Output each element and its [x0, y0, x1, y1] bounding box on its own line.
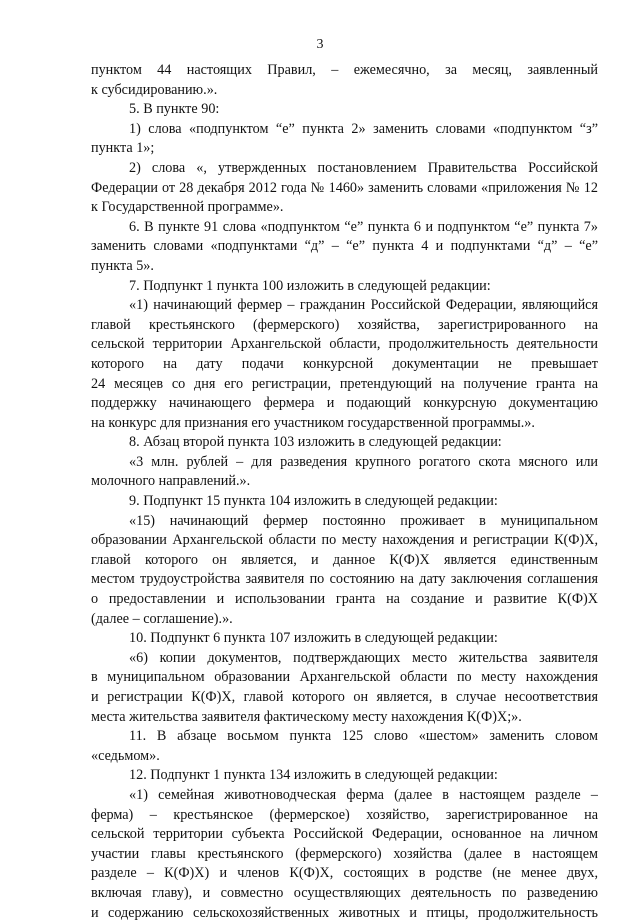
text-line: поддержку начинающего фермера и подающий конкурсную документацию [91, 395, 598, 412]
text-line: сельской территории субъекта Российской Федерации, основанное на личном [91, 826, 598, 843]
text-line: 8. Абзац второй пункта 103 изложить в следующей редакции: [129, 434, 502, 451]
text-line: 1) слова «подпунктом “е” пункта 2» заменить словами «подпунктом “з” [129, 120, 598, 137]
text-line: (далее – соглашение).». [91, 610, 233, 627]
text-line: о предоставлении и использовании гранта на создание и развитие К(Ф)Х [91, 591, 598, 608]
text-line: и содержанию сельскохозяйственных животных и птицы, продолжительность [91, 904, 598, 921]
text-line: пунктом 44 настоящих Правил, – ежемесячно, за месяц, заявленный [91, 62, 598, 78]
text-line: к Государственной программе». [91, 199, 284, 216]
text-line: и регистрации К(Ф)Х, главой которого он является, в случае несоответствия [91, 689, 598, 705]
text-line: «3 млн. рублей – для разведения крупного рогатого скота мясного или [129, 453, 598, 470]
text-line: заменить словами «подпунктами “д” – “е” пункта 4 и подпунктами “д” – “е” [91, 238, 598, 255]
text-line: молочного направлений.». [91, 473, 251, 490]
text-line: «15) начинающий фермер постоянно проживает в муниципальном [129, 512, 598, 529]
text-line: пункта 1»; [91, 140, 155, 157]
text-line: «1) начинающий фермер – гражданин Российской Федерации, являющийся [129, 297, 598, 314]
text-line: местом трудоустройства заявителя по состоянию на дату заключения соглашения [91, 571, 598, 588]
text-line: главой крестьянского (фермерского) хозяйства, зарегистрированного на [91, 316, 598, 333]
text-line: включая главу), и совместно осуществляющих деятельность по разведению [91, 884, 598, 901]
text-line: места жительства заявителя фактическому месту нахождения К(Ф)Х;». [91, 708, 522, 725]
text-line: сельской территории Архангельской области, продолжительность деятельности [91, 336, 598, 353]
text-line: 10. Подпункт 6 пункта 107 изложить в следующей редакции: [129, 630, 498, 647]
text-line: 6. В пункте 91 слова «подпунктом “е” пункта 6 и подпунктом “е” пункта 7» [129, 218, 598, 235]
text-line: «6) копии документов, подтверждающих место жительства заявителя [129, 649, 598, 666]
page-number: 3 [316, 37, 324, 52]
text-line: 2) слова «, утвержденных постановлением Правительства Российской [129, 159, 598, 176]
text-line: 11. В абзаце восьмом пункта 125 слово «шестом» заменить словом [129, 728, 598, 745]
text-line: разделе – К(Ф)Х) и членов К(Ф)Х, состоящих в родстве (не менее двух, [91, 865, 598, 882]
text-line: пункта 5». [91, 257, 154, 274]
text-line: которого на дату подачи конкурсной документации не превышает [91, 355, 598, 372]
text-line: участии главы крестьянского (фермерского) хозяйства (далее в настоящем [91, 845, 598, 862]
document-body [91, 61, 598, 923]
text-line: к субсидированию.». [91, 81, 218, 98]
text-line: 9. Подпункт 15 пункта 104 изложить в следующей редакции: [129, 493, 498, 510]
text-line: ферма) – крестьянское (фермерское) хозяйство, зарегистрированное на [91, 806, 598, 823]
text-line: 7. Подпункт 1 пункта 100 изложить в следующей редакции: [129, 277, 491, 294]
text-line: 24 месяцев со дня его регистрации, претендующий на получение гранта на [91, 375, 598, 392]
text-line: «седьмом». [91, 747, 160, 764]
text-line: «1) семейная животноводческая ферма (далее в настоящем разделе – [129, 786, 598, 803]
text-line: 5. В пункте 90: [129, 101, 220, 118]
text-line: в муниципальном образовании Архангельской области по месту нахождения [91, 669, 598, 686]
text-line: на конкурс для признания его участником государственной программы.». [91, 414, 535, 431]
text-line: главой которого он является, и данное К(Ф)Х является единственным [91, 551, 598, 568]
text-line: 12. Подпункт 1 пункта 134 изложить в следующей редакции: [129, 767, 498, 784]
text-line: образовании Архангельской области по месту нахождения и регистрации К(Ф)Х, [91, 532, 598, 549]
text-line: Федерации от 28 декабря 2012 года № 1460» заменить словами «приложения № 12 [91, 179, 598, 196]
